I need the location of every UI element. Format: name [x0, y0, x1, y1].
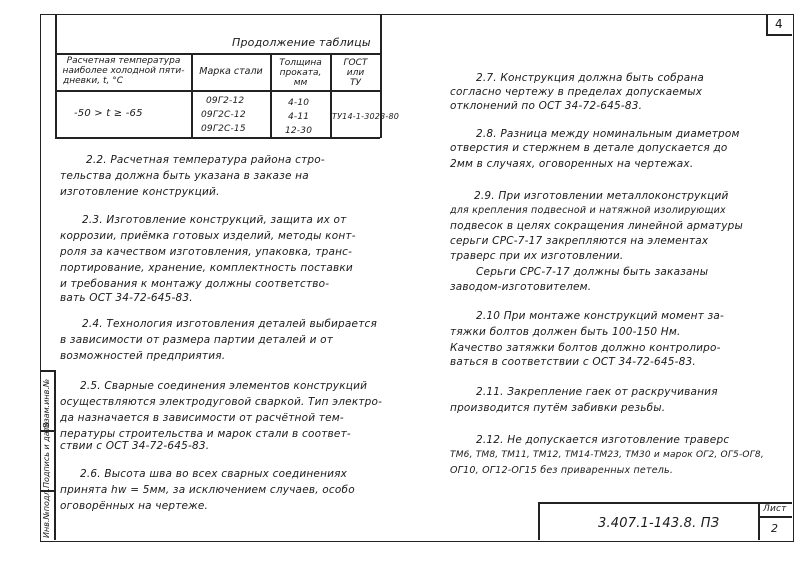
stamp-label-vzam-inv: Взам.инв.№ [42, 378, 51, 428]
paragraph-2-2-line-1: 2.2. Расчетная температура района стро- [86, 154, 325, 166]
title-block-left [538, 502, 540, 540]
paragraph-2-7-line-1: 2.7. Конструкция должна быть собрана [476, 72, 705, 84]
title-block-sheet-label-line [758, 516, 792, 518]
paragraph-2-4-line-2: в зависимости от размера партии деталей и от [60, 334, 334, 346]
header-thickness-line-2: проката, [279, 68, 322, 78]
title-block-sheet-divider [758, 502, 760, 540]
header-thickness-line-3: мм [293, 78, 308, 88]
header-temperature-line-1: Расчетная температура [66, 56, 181, 66]
paragraph-2-10-line-3: Качество затяжки болтов должно контролиро- [450, 342, 721, 354]
paragraph-2-6-line-2: принята hw = 5мм, за исключением случаев, особо [60, 484, 355, 496]
paragraph-2-3-line-3: роля за качеством изготовления, упаковка, транс- [60, 246, 353, 258]
paragraph-2-9-line-2: для крепления подвесной и натяжной изолирующих [450, 205, 726, 216]
paragraph-2-8-line-3: 2мм в случаях, оговоренных на чертежах. [450, 158, 694, 170]
cell-standard: ТУ14-1-3023-80 [332, 112, 400, 121]
paragraph-2-9-line-4: серьги СРС-7-17 закрепляются на элементах [450, 235, 709, 247]
paragraph-2-5-line-1: 2.5. Сварные соединения элементов конструкций [80, 380, 368, 392]
paragraph-2-9-line-6: Серьги СРС-7-17 должны быть заказаны [476, 266, 709, 278]
paragraph-2-2-line-2: тельства должна быть указана в заказе на [60, 170, 309, 182]
cell-thickness-3: 12-30 [285, 126, 313, 136]
paragraph-2-11-line-1: 2.11. Закрепление гаек от раскручивания [476, 386, 718, 398]
paragraph-2-3-line-6: вать ОСТ 34-72-645-83. [60, 292, 193, 304]
header-standard-line-3: ТУ [350, 78, 361, 88]
paragraph-2-4-line-3: возможностей предприятия. [60, 350, 226, 362]
paragraph-2-3-line-4: портирование, хранение, комплектность поставки [60, 262, 353, 274]
page-number-box-left [766, 14, 768, 34]
paragraph-2-8-line-2: отверстия и стержнем в детале допускается до [450, 142, 728, 154]
sheet-label: Лист [763, 504, 787, 514]
paragraph-2-12-line-3: ОГ10, ОГ12-ОГ15 без приваренных петель. [450, 465, 674, 476]
paragraph-2-6-line-3: оговорённых на чертеже. [60, 500, 209, 512]
page-number: 4 [775, 17, 783, 31]
paragraph-2-10-line-1: 2.10 При монтаже конструкций момент за- [476, 310, 724, 322]
table-col-div-1 [191, 53, 193, 138]
sheet-number: 2 [771, 522, 779, 535]
cell-temperature: -50 > t ≥ -65 [74, 108, 143, 119]
header-temperature-line-3: дневки, t, °С [63, 76, 123, 86]
header-steel-grade: Марка стали [199, 66, 263, 77]
paragraph-2-12-line-1: 2.12. Не допускается изготовление траверс [476, 434, 730, 446]
paragraph-2-5-line-5: ствии с ОСТ 34-72-645-83. [60, 440, 210, 452]
paragraph-2-6-line-1: 2.6. Высота шва во всех сварных соединениях [80, 468, 348, 480]
header-temperature-line-2: наиболее холодной пяти- [62, 66, 185, 76]
table-title: Продолжение таблицы [232, 36, 371, 49]
paragraph-2-5-line-4: пературы строительства и марок стали в соответ- [60, 428, 351, 440]
document-code: 3.407.1-143.8. ПЗ [598, 516, 720, 531]
page-number-box-bottom [766, 34, 792, 36]
paragraph-2-12-line-2: ТМ6, ТМ8, ТМ11, ТМ12, ТМ14-ТМ23, ТМ30 и марок ОГ2, ОГ5-ОГ8, [450, 450, 764, 460]
paragraph-2-10-line-2: тяжки болтов должен быть 100-150 Нм. [450, 326, 681, 338]
paragraph-2-3-line-2: коррозии, приёмка готовых изделий, методы конт- [60, 230, 356, 242]
cell-steel-3: 09Г2С-15 [201, 124, 246, 134]
paragraph-2-11-line-2: производится путём забивки резьбы. [450, 402, 666, 414]
paragraph-2-3-line-5: и требования к монтажу должны соответство- [60, 278, 330, 290]
cell-steel-2: 09Г2С-12 [201, 110, 246, 120]
paragraph-2-7-line-2: согласно чертежу в пределах допускаемых [450, 86, 703, 98]
cell-steel-1: 09Г2-12 [206, 96, 245, 106]
header-standard-line-2: или [346, 68, 365, 78]
paragraph-2-5-line-3: да назначается в зависимости от расчётной тем- [60, 412, 344, 424]
paragraph-2-9-line-5: траверс при их изготовлении. [450, 250, 624, 262]
header-standard-line-1: ГОСТ [343, 58, 368, 68]
stamp-label-inv-podl: Инв.№подл. [42, 487, 51, 538]
paragraph-2-9-line-3: подвесок в целях сокращения линейной арматуры [450, 220, 743, 232]
side-stamp-border [54, 370, 56, 540]
header-thickness [271, 58, 330, 88]
paragraph-2-4-line-1: 2.4. Технология изготовления деталей выбирается [82, 318, 378, 330]
cell-thickness-2: 4-11 [288, 112, 310, 122]
header-standard [331, 58, 380, 88]
cell-thickness-1: 4-10 [288, 98, 310, 108]
paragraph-2-8-line-1: 2.8. Разница между номинальным диаметром [476, 128, 740, 140]
paragraph-2-2-line-3: изготовление конструкций. [60, 186, 220, 198]
header-thickness-line-1: Толщина [279, 58, 322, 68]
paragraph-2-10-line-4: ваться в соответствии с ОСТ 34-72-645-83. [450, 356, 696, 368]
paragraph-2-5-line-2: осуществляются электродуговой сваркой. Тип электро- [60, 396, 383, 408]
title-block-top [538, 502, 792, 504]
paragraph-2-9-line-7: заводом-изготовителем. [450, 281, 592, 293]
stamp-label-signature-date: Подпись и дата [42, 421, 51, 488]
side-stamp-top [40, 370, 55, 372]
paragraph-2-7-line-3: отклонений по ОСТ 34-72-645-83. [450, 100, 643, 112]
paragraph-2-3-line-1: 2.3. Изготовление конструкций, защита их от [82, 214, 347, 226]
header-temperature [57, 56, 190, 86]
paragraph-2-9-line-1: 2.9. При изготовлении металлоконструкций [474, 190, 729, 202]
